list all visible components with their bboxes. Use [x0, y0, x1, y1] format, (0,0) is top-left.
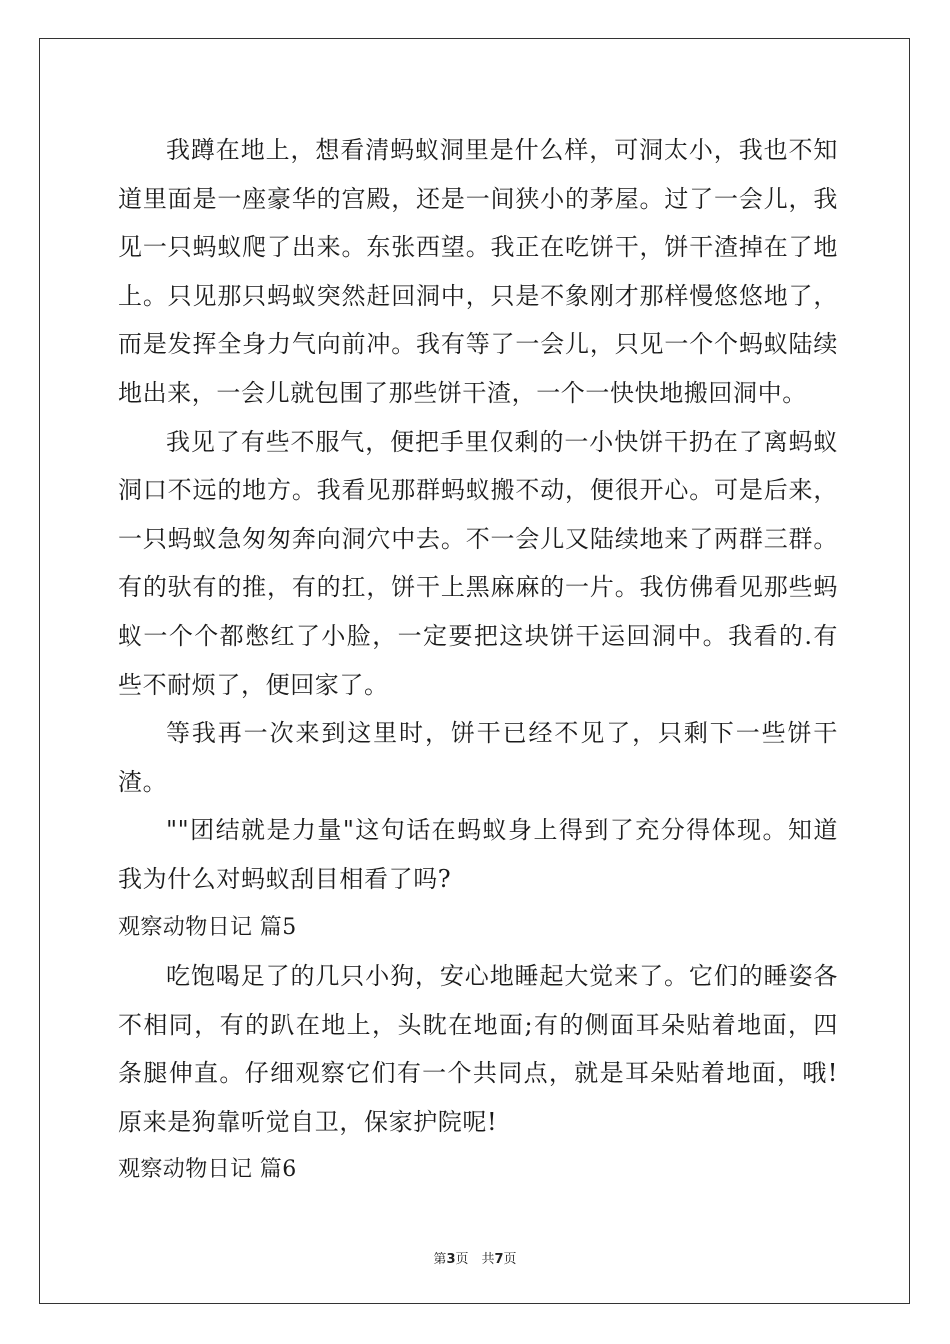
- section-heading: 观察动物日记 篇6: [118, 1157, 297, 1183]
- paragraph: ""团结就是力量"这句话在蚂蚁身上得到了充分得体现。知道我为什么对蚂蚁刮目相看了吗?: [118, 816, 838, 893]
- paragraph: 等我再一次来到这里时，饼干已经不见了，只剩下一些饼干渣。: [118, 719, 838, 796]
- paragraph: 吃饱喝足了的几只小狗，安心地睡起大觉来了。它们的睡姿各不相同，有的趴在地上，头眈在地面;有的侧面耳朵贴着地面，四条腿伸直。仔细观察它们有一个共同点，就是耳朵贴着地面，哦!原来是狗靠听觉自卫，保家护院呢!: [118, 962, 838, 1136]
- footer-prefix: 第: [433, 1252, 447, 1267]
- footer-suffix: 页: [503, 1252, 517, 1267]
- section-heading: 观察动物日记 篇5: [118, 914, 297, 940]
- paragraph: 我见了有些不服气，便把手里仅剩的一小快饼干扔在了离蚂蚁洞口不远的地方。我看见那群蚂蚁搬不动，便很开心。可是后来，一只蚂蚁急匆匆奔向洞穴中去。不一会儿又陆续地来了两群三群。有的驮有的推，有的扛，饼干上黑麻麻的一片。我仿佛看见那些蚂蚁一个个都憋红了小脸，一定要把这块饼干运回洞中。我看的.有些不耐烦了，便回家了。: [118, 427, 838, 699]
- total-pages-number: 7: [494, 1252, 504, 1267]
- document-body: [118, 126, 838, 1195]
- paragraph: 我蹲在地上，想看清蚂蚁洞里是什么样，可洞太小，我也不知道里面是一座豪华的宫殿，还是一间狭小的茅屋。过了一会儿，我见一只蚂蚁爬了出来。东张西望。我正在吃饼干，饼干渣掉在了地上。只见那只蚂蚁突然赶回洞中，只是不象刚才那样慢悠悠地了，而是发挥全身力气向前冲。我有等了一会儿，只见一个个蚂蚁陆续地出来，一会儿就包围了那些饼干渣，一个一快快地搬回洞中。: [118, 136, 838, 407]
- current-page-number: 3: [446, 1252, 456, 1267]
- footer-mid: 页 共: [455, 1252, 495, 1267]
- page-footer: [0, 1248, 950, 1267]
